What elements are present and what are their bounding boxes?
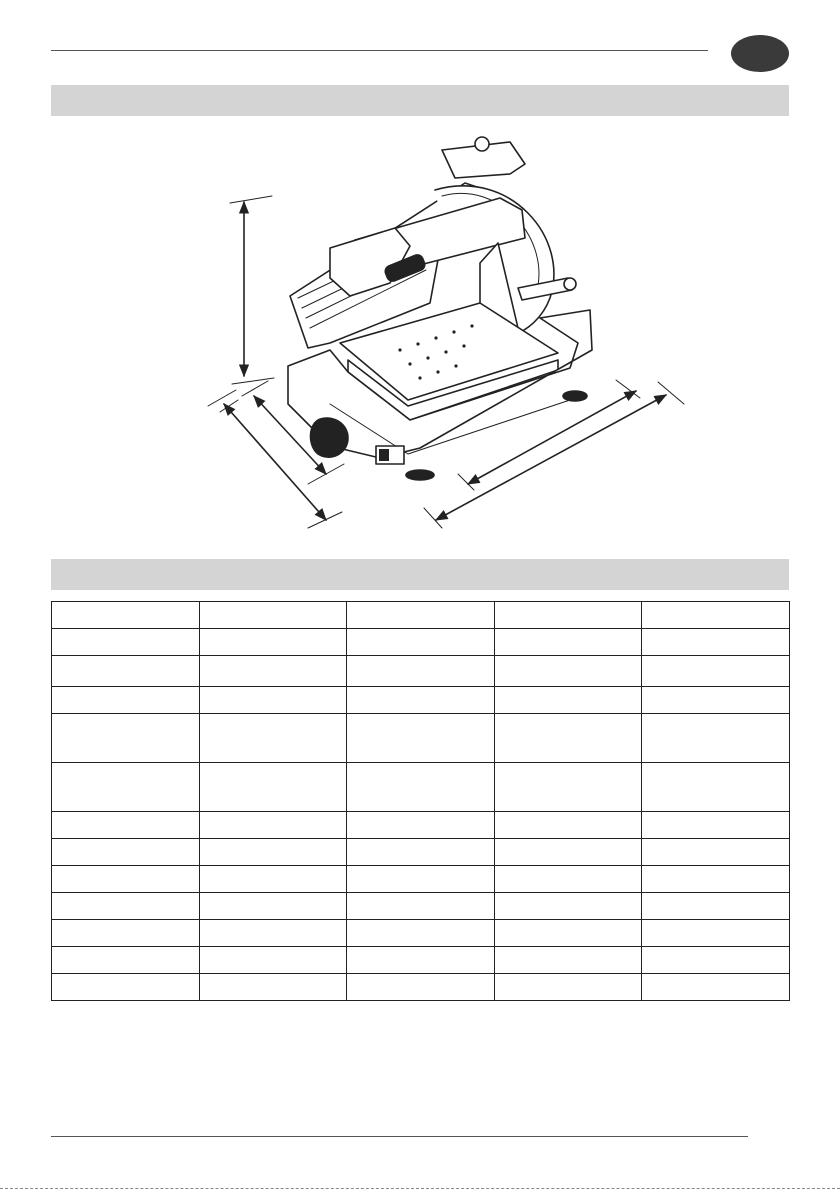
table-cell [199, 687, 347, 714]
height-dimension [230, 196, 274, 384]
table-cell [494, 602, 642, 629]
table-cell [347, 656, 495, 687]
table-cell [347, 687, 495, 714]
page-edge-marker [0, 1188, 840, 1189]
table-cell [347, 629, 495, 656]
table-cell [199, 656, 347, 687]
specifications-table [51, 601, 790, 1001]
table-row [52, 714, 790, 763]
table-row [52, 920, 790, 947]
footer-rule [51, 1136, 748, 1137]
table-row [52, 974, 790, 1001]
table-cell [199, 839, 347, 866]
table-row [52, 656, 790, 687]
table-cell [494, 629, 642, 656]
table-cell [347, 839, 495, 866]
table-cell [642, 602, 790, 629]
table-row [52, 839, 790, 866]
table-cell [52, 629, 200, 656]
table-cell [52, 920, 200, 947]
table-cell [494, 839, 642, 866]
table-cell [642, 893, 790, 920]
table-cell [52, 866, 200, 893]
table-cell [52, 947, 200, 974]
header-rule [51, 50, 708, 51]
table-cell [642, 687, 790, 714]
table-cell [642, 629, 790, 656]
section-header-dimensions [51, 85, 789, 116]
table-cell [347, 602, 495, 629]
table-cell [52, 763, 200, 812]
table-cell [52, 656, 200, 687]
table-cell [199, 974, 347, 1001]
table-cell [494, 687, 642, 714]
table-cell [199, 947, 347, 974]
table-cell [347, 893, 495, 920]
table-cell [642, 763, 790, 812]
table-cell [52, 812, 200, 839]
table-cell [347, 714, 495, 763]
table-row [52, 687, 790, 714]
table-cell [199, 602, 347, 629]
table-cell [199, 629, 347, 656]
table-cell [199, 714, 347, 763]
table-cell [52, 602, 200, 629]
table-cell [199, 763, 347, 812]
table-cell [494, 974, 642, 1001]
table-row [52, 812, 790, 839]
table-cell [494, 812, 642, 839]
table-cell [347, 947, 495, 974]
table-cell [642, 920, 790, 947]
table-cell [199, 893, 347, 920]
table-cell [52, 687, 200, 714]
table-cell [642, 866, 790, 893]
table-cell [347, 763, 495, 812]
table-cell [199, 866, 347, 893]
table-cell [494, 656, 642, 687]
table-cell [347, 974, 495, 1001]
table-cell [494, 920, 642, 947]
table-cell [347, 866, 495, 893]
slicer-dimension-figure [180, 128, 700, 533]
table-cell [52, 839, 200, 866]
table-row [52, 947, 790, 974]
table-row [52, 866, 790, 893]
table-cell [494, 947, 642, 974]
table-cell [52, 893, 200, 920]
table-row [52, 602, 790, 629]
table-cell [347, 812, 495, 839]
slicer-body [288, 137, 592, 480]
table-cell [199, 920, 347, 947]
section-header-specifications [51, 559, 789, 590]
table-cell [642, 812, 790, 839]
table-cell [52, 974, 200, 1001]
table-cell [642, 714, 790, 763]
table-cell [199, 812, 347, 839]
table-cell [347, 920, 495, 947]
table-cell [642, 947, 790, 974]
language-badge [731, 35, 789, 72]
table-cell [642, 839, 790, 866]
table-cell [642, 974, 790, 1001]
table-cell [494, 763, 642, 812]
table-row [52, 893, 790, 920]
table-cell [642, 656, 790, 687]
table-cell [494, 893, 642, 920]
table-row [52, 763, 790, 812]
table-cell [494, 866, 642, 893]
table-row [52, 629, 790, 656]
table-cell [494, 714, 642, 763]
table-cell [52, 714, 200, 763]
